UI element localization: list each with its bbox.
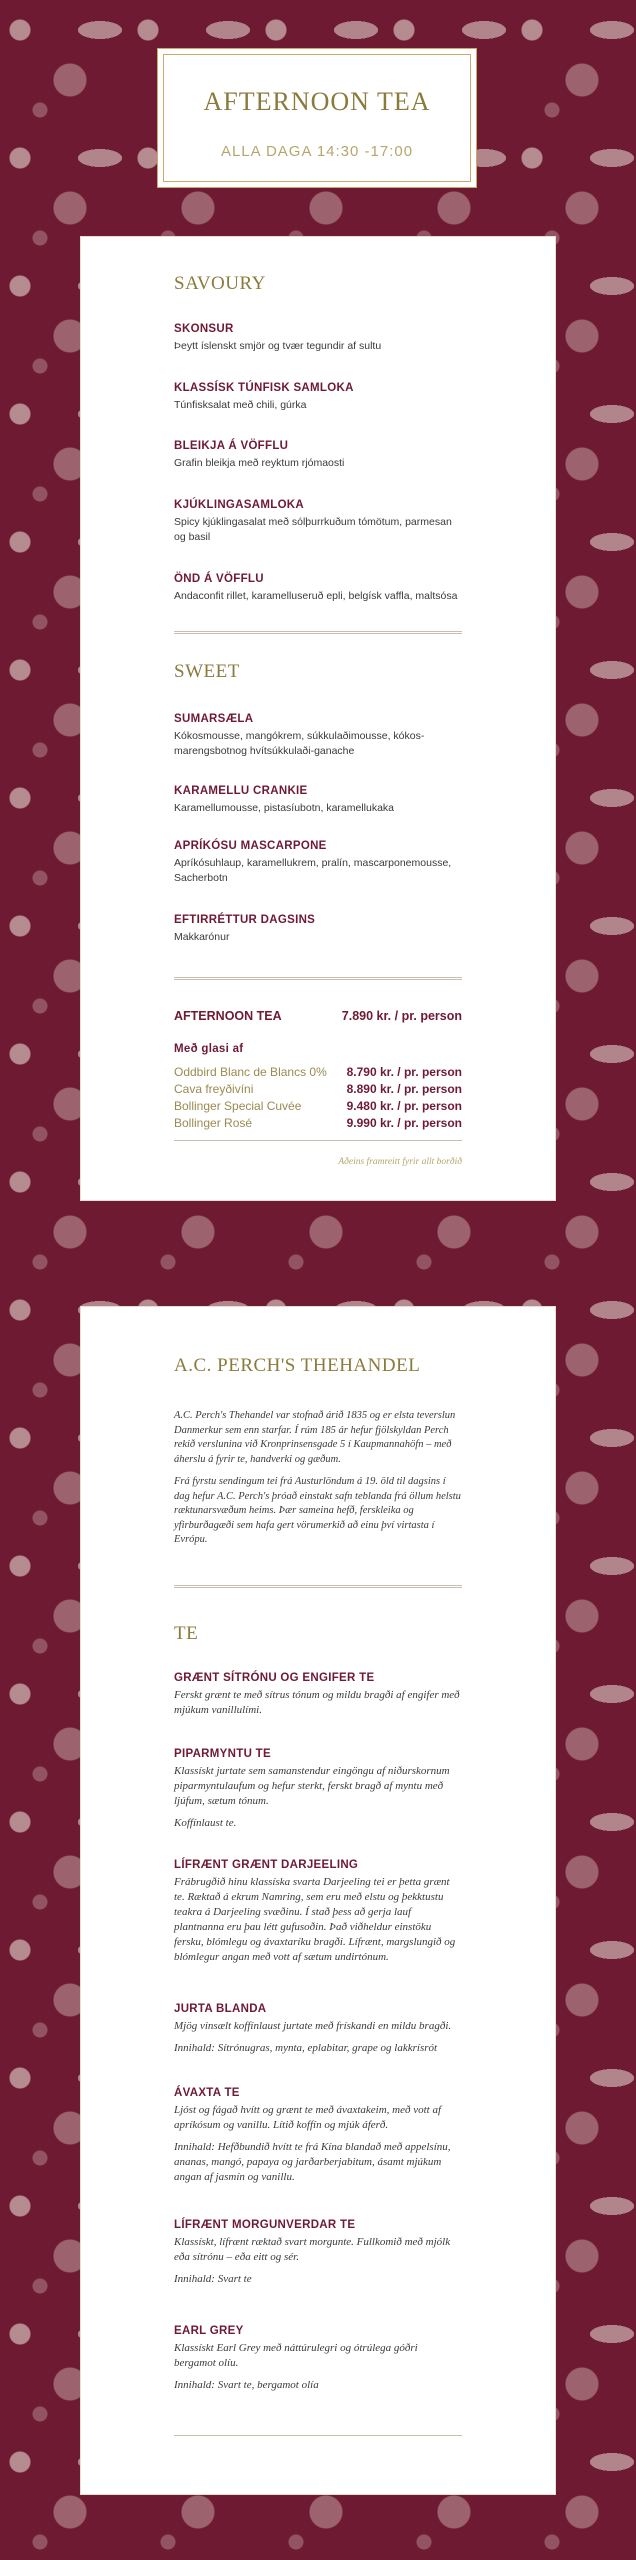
tea-title: TE (174, 1623, 199, 1644)
item-line: Innihald: Svart te (174, 2273, 252, 2285)
savoury-item (174, 499, 462, 545)
item-line: Innihald: Sítrónugras, mynta, eplabitar, grape og lakkrísrót (174, 2042, 438, 2054)
item-desc: Grafin bleikja með reyktum rjómaosti (174, 457, 345, 469)
price-value: 7.890 kr. / pr. person (341, 1009, 462, 1023)
wine-row (174, 1065, 462, 1079)
savoury-item (174, 440, 462, 471)
sweet-item (174, 914, 462, 945)
item-desc: Andaconfit rillet, karamelluseruð epli, belgísk vaffla, maltsósa (174, 590, 458, 602)
sweet-item (174, 785, 462, 816)
item-desc (174, 2103, 462, 2185)
afternoon-tea-price-row (174, 1009, 462, 1023)
item-desc: Kókosmousse, mangókrem, súkkulaðimousse, kókos-marengsbotnog hvítsúkkulaði-ganache (174, 730, 425, 757)
item-name: SKONSUR (174, 323, 234, 335)
item-desc: Karamellumousse, pistasíubotn, karamellukaka (174, 802, 395, 814)
title-card (163, 54, 471, 182)
item-line: Klassískt, lífrænt ræktað svart morgunte. Fullkomið með mjólk eða sítrónu – eða eitt og sér. (174, 2236, 451, 2263)
wine-price: 9.990 kr. / pr. person (346, 1116, 462, 1130)
item-desc: Apríkósuhlaup, karamellukrem, pralín, mascarponemousse, Sacherbotn (174, 857, 452, 884)
serving-note: Aðeins framreitt fyrir allt borðið (338, 1157, 462, 1167)
divider (174, 1585, 462, 1588)
item-name: JURTA BLANDA (174, 2003, 267, 2015)
item-line: Klassískt Earl Grey með náttúrulegri og ótrúlega góðri bergamot olíu. (174, 2342, 418, 2369)
wine-name: Bollinger Rosé (174, 1116, 253, 1130)
item-desc (174, 1688, 462, 1718)
about-paragraph: Frá fyrstu sendingum tei frá Austurlöndum á 19. öld til dagsins í dag hefur A.C. Perch's þróað einstakt safn teblanda frá öllum helstu ræktunarsvæðum heims. Þær sameina hefð, ferskleika og yfirburðagæði sem hafa gert vörumerkið að einu því virtasta í Evrópu. (174, 1476, 461, 1545)
wine-name: Bollinger Special Cuvée (174, 1099, 302, 1113)
sweet-title: SWEET (174, 661, 240, 682)
item-name: EARL GREY (174, 2325, 244, 2337)
savoury-title: SAVOURY (174, 273, 266, 294)
with-glass-label: Með glasi af (174, 1043, 244, 1055)
divider (174, 977, 462, 980)
item-desc: Makkarónur (174, 931, 230, 943)
wine-price: 8.890 kr. / pr. person (346, 1082, 462, 1096)
wine-row (174, 1116, 462, 1130)
item-name: KARAMELLU CRANKIE (174, 785, 308, 797)
tea-item (174, 1748, 462, 1838)
item-desc: Þeytt íslenskt smjör og tvær tegundir af sultu (174, 340, 382, 352)
tea-item (174, 2003, 462, 2063)
item-desc: Túnfisksalat með chili, gúrka (174, 399, 307, 411)
wine-name: Cava freyðivíni (174, 1082, 254, 1096)
about-title: A.C. PERCH'S THEHANDEL (174, 1355, 421, 1376)
item-name: KLASSÍSK TÚNFISK SAMLOKA (174, 382, 354, 394)
about-section (174, 1355, 462, 1377)
divider (174, 1140, 462, 1141)
menu-card (80, 236, 556, 1201)
savoury-section (174, 273, 462, 295)
sweet-section (174, 661, 462, 683)
tea-item (174, 2219, 462, 2294)
savoury-item (174, 573, 462, 604)
divider (174, 2435, 462, 2436)
item-line: Ljóst og fágað hvítt og grænt te með ávaxtakeim, með vott af apríkósum og vanillu. Lítið koffín og mjúk áferð. (174, 2104, 442, 2131)
item-line: Innihald: Svart te, bergamot olía (174, 2379, 319, 2391)
item-desc (174, 1875, 462, 1965)
item-line: Mjög vinsælt koffínlaust jurtate með frískandi en mildu bragði. (174, 2020, 452, 2032)
item-desc (174, 2235, 462, 2287)
item-name: PIPARMYNTU TE (174, 1748, 271, 1760)
sweet-item (174, 713, 462, 759)
opening-hours: ALLA DAGA 14:30 -17:00 (220, 143, 414, 160)
wine-name: Oddbird Blanc de Blancs 0% (174, 1065, 327, 1079)
tea-item (174, 1672, 462, 1725)
item-name: GRÆNT SÍTRÓNU OG ENGIFER TE (174, 1672, 375, 1684)
item-name: ÁVAXTA TE (174, 2087, 240, 2099)
price-label: AFTERNOON TEA (174, 1009, 282, 1023)
about-paragraph: A.C. Perch's Thehandel var stofnað árið 1835 og er elsta teverslun Danmerkur sem enn starfar. Í rúm 185 ár hefur fjölskyldan Perch rekið verslunina við Kronprinsensgade 5 í Kaupmannahöfn – með áherslu á fyrir te, handverki og gæðum. (174, 1410, 456, 1465)
item-desc: Spicy kjúklingasalat með sólþurrkuðum tómötum, parmesan og basil (174, 516, 452, 543)
wine-row (174, 1082, 462, 1096)
tea-item (174, 2325, 462, 2400)
item-line: Ferskt grænt te með sítrus tónum og mildu bragði af engifer með mjúkum vanillulími. (174, 1689, 460, 1716)
item-desc (174, 1764, 462, 1831)
item-line: Koffínlaust te. (174, 1817, 237, 1829)
item-name: ÖND Á VÖFFLU (174, 573, 264, 585)
item-line: Innihald: Hefðbundið hvítt te frá Kína blandað með appelsínu, ananas, mangó, papaya og jarðarberjabitum, ásamt mjúkum angan af jasmín og vanillu. (174, 2141, 451, 2183)
savoury-item (174, 382, 462, 413)
item-name: LÍFRÆNT MORGUNVERDAR TE (174, 2219, 356, 2231)
item-desc (174, 2341, 462, 2393)
item-line: Klassískt jurtate sem samanstendur eingöngu af niðurskornum piparmyntulaufum og hefur sterkt, ferskt bragð af myntu með ljúfum, sætum tónum. (174, 1765, 450, 1807)
item-name: APRÍKÓSU MASCARPONE (174, 840, 327, 852)
tea-card (80, 1306, 556, 2495)
item-name: SUMARSÆLA (174, 713, 254, 725)
wine-row (174, 1099, 462, 1113)
tea-item (174, 1859, 462, 1972)
tea-item (174, 2087, 462, 2192)
item-name: EFTIRRÉTTUR DAGSINS (174, 914, 316, 926)
item-name: BLEIKJA Á VÖFFLU (174, 440, 289, 452)
item-desc (174, 2019, 462, 2056)
item-line: Frábrugðið hinu klassíska svarta Darjeeling tei er þetta grænt te. Ræktað á ekrum Namring, sem eru með elstu og þekktustu teakra á Darjeeling svæðinu. Í stað þess að gerja lauf plantnanna eru þau létt gufusoðin. Það viðheldur einstöku fersku, blómlegu og ávaxtaríku bragði. Lífrænt, margslungið og blómlegur angan með vott af sætum undirtónum. (174, 1876, 456, 1963)
sweet-item (174, 840, 462, 886)
wine-price: 9.480 kr. / pr. person (346, 1099, 462, 1113)
tea-section (174, 1623, 462, 1645)
page-title: AFTERNOON TEA (203, 87, 431, 116)
wine-price: 8.790 kr. / pr. person (346, 1065, 462, 1079)
savoury-item (174, 323, 462, 354)
divider (174, 631, 462, 634)
item-name: KJÚKLINGASAMLOKA (174, 499, 305, 511)
about-text (174, 1409, 462, 1556)
item-name: LÍFRÆNT GRÆNT DARJEELING (174, 1859, 359, 1871)
